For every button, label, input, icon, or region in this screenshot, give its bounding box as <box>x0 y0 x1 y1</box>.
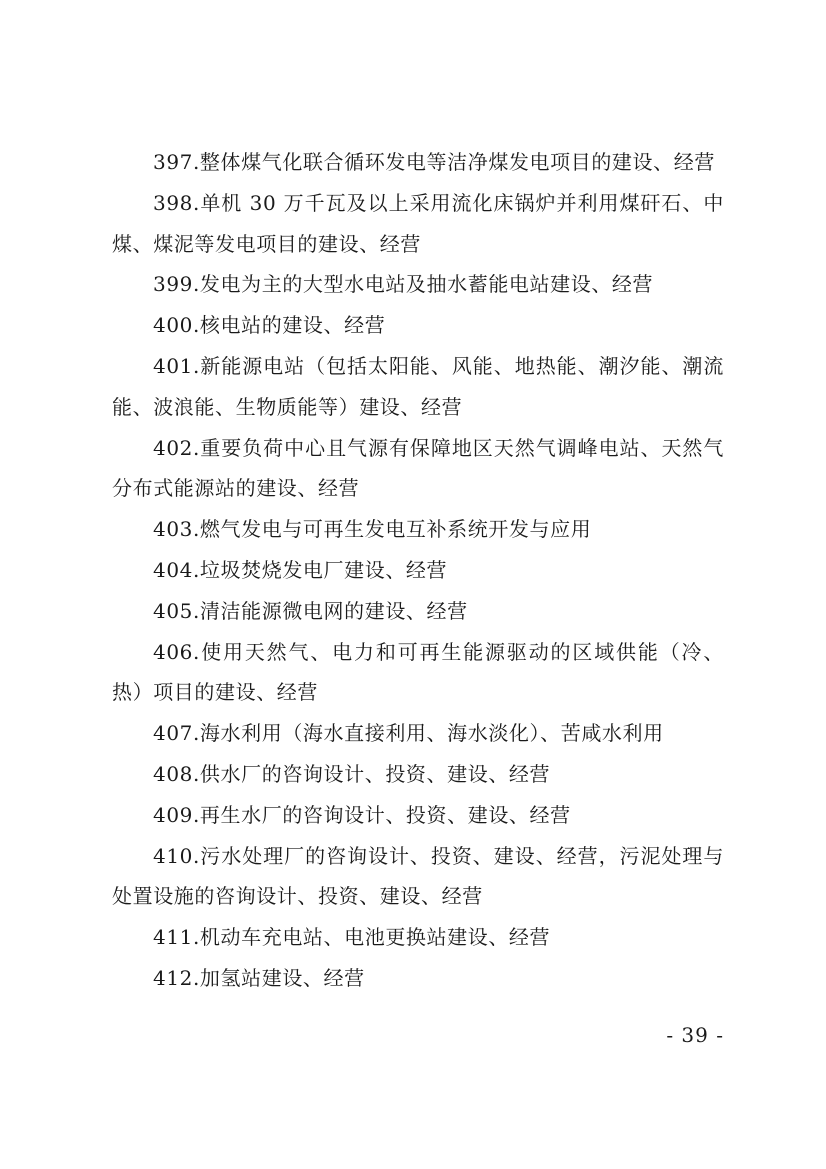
list-item: 406.使用天然气、电力和可再生能源驱动的区域供能（冷、热）项目的建设、经营 <box>112 639 724 705</box>
list-item: 408.供水厂的咨询设计、投资、建设、经营 <box>153 761 551 786</box>
page-number: - 39 - <box>666 1023 724 1047</box>
list-item: 401.新能源电站（包括太阳能、风能、地热能、潮汐能、潮流能、波浪能、生物质能等）建设、经营 <box>112 353 724 419</box>
list-item: 410.污水处理厂的咨询设计、投资、建设、经营，污泥处理与处置设施的咨询设计、投资、建设、经营 <box>112 843 724 909</box>
list-item: 399.发电为主的大型水电站及抽水蓄能电站建设、经营 <box>153 272 654 297</box>
item-list <box>112 142 724 999</box>
list-item: 398.单机 30 万千瓦及以上采用流化床锅炉并利用煤矸石、中煤、煤泥等发电项目的建设、经营 <box>112 190 724 256</box>
list-item: 403.燃气发电与可再生发电互补系统开发与应用 <box>153 517 592 542</box>
list-item: 407.海水利用（海水直接利用、海水淡化）、苦咸水利用 <box>153 721 664 746</box>
list-item: 409.再生水厂的咨询设计、投资、建设、经营 <box>153 802 571 827</box>
list-item: 400.核电站的建设、经营 <box>153 313 386 338</box>
list-item: 402.重要负荷中心且气源有保障地区天然气调峰电站、天然气分布式能源站的建设、经营 <box>112 435 724 501</box>
list-item: 411.机动车充电站、电池更换站建设、经营 <box>153 925 551 950</box>
list-item: 397.整体煤气化联合循环发电等洁净煤发电项目的建设、经营 <box>153 150 715 174</box>
list-item: 404.垃圾焚烧发电厂建设、经营 <box>153 557 448 582</box>
list-item: 412.加氢站建设、经营 <box>153 965 365 990</box>
list-item: 405.清洁能源微电网的建设、经营 <box>153 598 468 623</box>
